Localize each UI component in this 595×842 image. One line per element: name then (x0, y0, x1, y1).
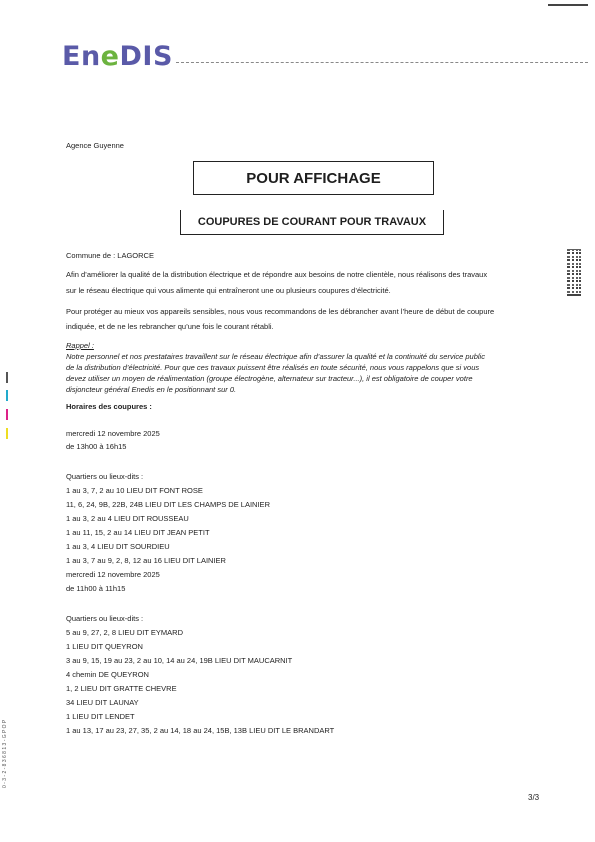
cut-2-place: 1, 2 LIEU DIT GRATTE CHEVRE (66, 684, 177, 693)
cmyk-mark-yellow (6, 428, 8, 439)
cut-1-place: 1 au 3, 2 au 4 LIEU DIT ROUSSEAU (66, 514, 189, 523)
cmyk-mark-cyan (6, 390, 8, 401)
commune: Commune de : LAGORCE (66, 251, 154, 260)
cut-1-place: 1 au 3, 4 LIEU DIT SOURDIEU (66, 542, 170, 551)
notice-title-box (193, 161, 434, 195)
cut-2-place: 1 LIEU DIT QUEYRON (66, 642, 143, 651)
cut-2-place: 1 au 13, 17 au 23, 27, 35, 2 au 14, 18 au 24, 15B, 13B LIEU DIT LE BRANDART (66, 726, 335, 735)
notice-title: POUR AFFICHAGE (246, 169, 381, 187)
schedule-title: Horaires des coupures : (66, 402, 152, 411)
cut-1-time: de 13h00 à 16h15 (66, 442, 127, 451)
cut-1-label: Quartiers ou lieux-dits : (66, 472, 144, 481)
cut-1-date: mercredi 12 novembre 2025 (66, 429, 160, 438)
protect-line-2: indiquée, et de ne les rebrancher qu’une fois le courant rétabli. (66, 322, 274, 331)
enedis-logo: EneDIS (62, 41, 173, 72)
cut-2-place: 34 LIEU DIT LAUNAY (66, 698, 139, 707)
cut-1-place: 1 au 11, 15, 2 au 14 LIEU DIT JEAN PETIT (66, 528, 210, 537)
protect-line-1: Pour protéger au mieux vos appareils sensibles, nous vous recommandons de les débrancher avant l’heure de début de coupure (66, 307, 495, 316)
rappel-line-1: Notre personnel et nos prestataires travaillent sur le réseau électrique afin d’assurer la qualité et la continuité du service public (66, 352, 485, 361)
header-rule (176, 62, 588, 63)
rappel-line-2: de la distribution d’électricité. Pour que ces travaux puissent être réalisés en toute sécurité, nous vous rappelons que si vous (66, 363, 480, 372)
cut-2-place: 5 au 9, 27, 2, 8 LIEU DIT EYMARD (66, 628, 183, 637)
cut-1-place: 11, 6, 24, 9B, 22B, 24B LIEU DIT LES CHAMPS DE LAINIER (66, 500, 270, 509)
cut-2-place: 3 au 9, 15, 19 au 23, 2 au 10, 14 au 24, 19B LIEU DIT MAUCARNIT (66, 656, 293, 665)
agency-name: Agence Guyenne (66, 141, 124, 150)
rappel-title: Rappel : (66, 341, 94, 350)
cut-2-time: de 11h00 à 11h15 (66, 584, 126, 593)
cmyk-mark-magenta (6, 409, 8, 420)
cut-2-date: mercredi 12 novembre 2025 (66, 570, 160, 579)
cut-2-place: 1 LIEU DIT LENDET (66, 712, 135, 721)
rappel-line-4: disjoncteur général Enedis en le positionnant sur 0. (66, 385, 237, 394)
cut-1-place: 1 au 3, 7 au 9, 2, 8, 12 au 16 LIEU DIT LAINIER (66, 556, 226, 565)
intro-line-2: sur le réseau électrique qui vous alimente qui entraîneront une ou plusieurs coupures d’électricité. (66, 286, 391, 295)
intro-line-1: Afin d’améliorer la qualité de la distribution électrique et de répondre aux besoins de notre clientèle, nous réalisons des travaux (66, 270, 488, 279)
rappel-line-3: devez utiliser un moyen de réalimentation (groupe électrogène, alternateur sur tracteur...), il est obligatoire de couper votre (66, 374, 473, 383)
side-code: 0 - 3 - 2 - 8 3 6 8 1 3 - G P O P (2, 719, 8, 788)
scan-mark (548, 4, 588, 6)
cmyk-mark-black (6, 372, 8, 383)
cut-1-place: 1 au 3, 7, 2 au 10 LIEU DIT FONT ROSE (66, 486, 203, 495)
page-number: 3/3 (528, 793, 540, 802)
subject-title: COUPURES DE COURANT POUR TRAVAUX (197, 216, 427, 228)
cut-2-label: Quartiers ou lieux-dits : (66, 614, 144, 623)
qr-code-pattern (570, 250, 579, 294)
subject-title-box (180, 210, 444, 235)
cut-2-place: 4 chemin DE QUEYRON (66, 670, 149, 679)
